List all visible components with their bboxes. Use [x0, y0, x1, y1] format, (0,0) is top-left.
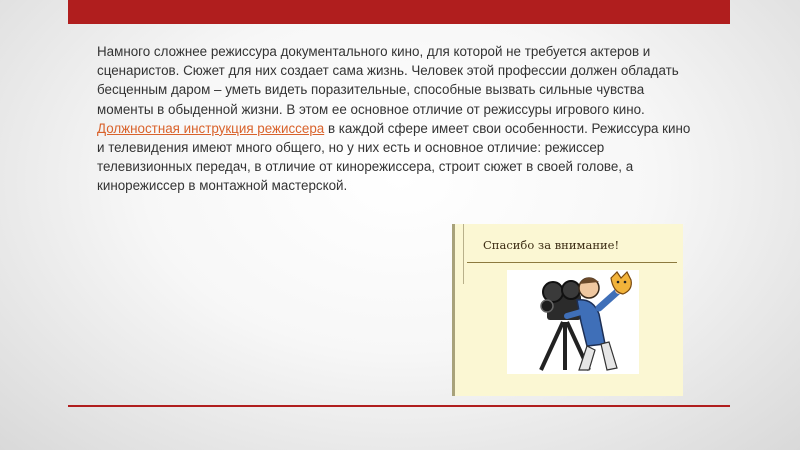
paragraph-text-part1: Намного сложнее режиссура документального кино, для которой не требуется актеров и сценаристов. Сюжет для них создает сама жизнь. Человек этой профессии должен обладать бесценным даром – уметь видеть поразительные, способные вызвать сильные чувства моменты в обыденной жизни. В этом ее основное отличие от режиссуры игрового кино.: [97, 44, 679, 117]
thank-you-caption: Спасибо за внимание!: [483, 238, 620, 252]
camera-operator-illustration: [507, 270, 639, 374]
paragraph-text-part2: в каждой сфере имеет свои особенности. Режиссура кино и телевидения имеют много общего, но у них есть и основное отличие: режиссер телевизионных передач, в отличие от кинорежиссера, строит сюжет в своей голове, а кинорежиссер в монтажной мастерской.: [97, 120, 691, 194]
bottom-accent-rule: [68, 405, 730, 407]
body-paragraph: [97, 42, 697, 196]
panel-vertical-accent: [463, 224, 464, 284]
caption-divider: [467, 262, 677, 263]
top-accent-bar: [68, 0, 730, 24]
thank-you-image: [452, 224, 683, 396]
job-description-link[interactable]: Должностная инструкция режиссера: [97, 120, 325, 136]
